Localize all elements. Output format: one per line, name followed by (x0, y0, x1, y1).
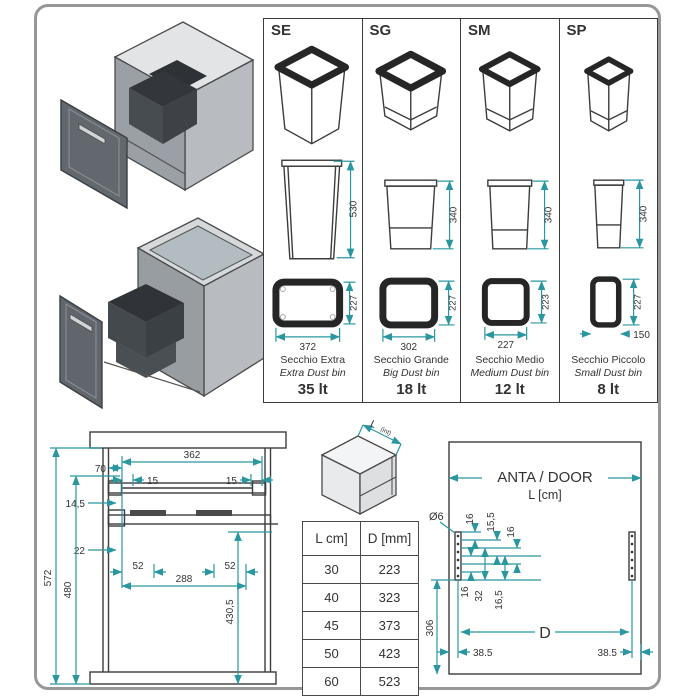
dim-front-height: 340 (543, 206, 555, 224)
bin-column-sm (460, 19, 559, 402)
door-title: ANTA / DOOR (497, 469, 593, 486)
table-row (303, 584, 419, 612)
dim-16-b: 16 (506, 526, 517, 538)
bin-column-sg (362, 19, 461, 402)
dim-15-left: 15 (147, 476, 159, 487)
dim-16-a: 16 (465, 513, 476, 525)
dim-52-right: 52 (224, 561, 236, 572)
worktop-hatched (90, 432, 286, 448)
table-row (303, 640, 419, 668)
size-table-header-d: D [mm] (361, 522, 419, 556)
cabinet-iso-top (45, 12, 260, 212)
bin-front-view (560, 152, 658, 270)
size-table-cell: 50 (303, 640, 361, 668)
dim-306: 306 (425, 619, 436, 637)
dim-front-height: 340 (638, 205, 650, 223)
base-hatched (90, 672, 276, 684)
size-table (302, 521, 419, 696)
size-table-cell: 423 (361, 640, 419, 668)
bin-front-view (264, 152, 362, 270)
bin-name-en: Medium Dust bin (470, 367, 550, 380)
size-table-cell: 45 (303, 612, 361, 640)
dim-top-depth: 227 (447, 295, 459, 311)
dim-l-int-label: (int) (379, 426, 393, 438)
dim-52-left: 52 (132, 561, 144, 572)
dim-480: 480 (63, 581, 74, 599)
bin-code-label: SM (468, 22, 491, 39)
bin-capacity: 35 lt (297, 381, 328, 399)
bin-top-view (461, 270, 559, 354)
bin-name-it: Secchio Medio (475, 354, 545, 366)
door-subtitle: L [cm] (528, 488, 562, 502)
dim-d: D (539, 625, 551, 642)
bin-capacity: 8 lt (597, 381, 620, 399)
dim-top-depth: 227 (348, 295, 360, 311)
drill-strip-left (455, 532, 461, 580)
bin-name-en: Extra Dust bin (279, 367, 346, 380)
bin-code-label: SG (369, 22, 392, 39)
dim-14-5: 14,5 (65, 499, 85, 510)
bin-column-se (264, 19, 362, 402)
drill-strip-right (629, 532, 635, 580)
size-table-cell: 523 (361, 668, 419, 696)
bin-top-view (264, 270, 362, 354)
bins-panel (263, 18, 658, 403)
bin-iso-drawing (461, 40, 559, 152)
bin-top-view (363, 270, 461, 354)
dim-hole-diameter: Ø6 (429, 511, 444, 523)
size-table-cell: 373 (361, 612, 419, 640)
size-table-cell: 223 (361, 556, 419, 584)
bin-name-en: Big Dust bin (382, 367, 440, 380)
bin-front-view (461, 152, 559, 270)
dim-572: 572 (43, 569, 54, 587)
dim-front-height: 340 (448, 206, 460, 224)
cabinet-iso-bottom (50, 210, 270, 420)
table-row (303, 612, 419, 640)
bin-name-it: Secchio Piccolo (571, 354, 646, 366)
size-table-cell: 40 (303, 584, 361, 612)
dim-16-5: 16,5 (494, 590, 505, 610)
size-table-cell: 60 (303, 668, 361, 696)
dim-15-right: 15 (225, 476, 237, 487)
bin-iso-drawing (363, 40, 461, 152)
bin-name-en: Small Dust bin (574, 367, 643, 380)
bin-top-view (560, 270, 658, 354)
dim-l-label: L (368, 418, 379, 431)
size-table-header-l: L cm] (303, 522, 361, 556)
dim-362: 362 (183, 450, 201, 461)
table-row (303, 556, 419, 584)
bin-name-it: Secchio Extra (280, 354, 346, 366)
bin-capacity: 18 lt (396, 381, 427, 399)
dim-430-5: 430,5 (225, 599, 236, 625)
dim-32: 32 (474, 590, 485, 602)
dim-top-depth: 223 (540, 294, 552, 310)
dim-22: 22 (73, 546, 85, 557)
dim-front-height: 530 (348, 200, 360, 218)
bin-front-view (363, 152, 461, 270)
dim-top-width: 372 (299, 341, 317, 353)
bin-code-label: SE (271, 22, 292, 39)
dim-top-width: 302 (399, 341, 417, 353)
dim-38-5-right: 38.5 (597, 648, 617, 659)
size-table-cell: 30 (303, 556, 361, 584)
dim-15-5: 15,5 (486, 512, 497, 532)
bin-code-label: SP (566, 22, 587, 39)
table-row (303, 668, 419, 696)
dim-top-width: 227 (497, 339, 515, 351)
bin-iso-drawing (264, 40, 362, 152)
dim-38-5-left: 38.5 (473, 648, 493, 659)
dim-288: 288 (175, 574, 193, 585)
bin-name-it: Secchio Grande (373, 354, 449, 366)
dim-top-depth: 227 (632, 294, 644, 310)
door-drilling-drawing (425, 432, 660, 690)
dim-top-width: 150 (632, 329, 650, 341)
carcass-box-drawing (306, 417, 420, 519)
bin-column-sp (559, 19, 658, 402)
bin-iso-drawing (560, 40, 658, 152)
bin-capacity: 12 lt (494, 381, 525, 399)
size-table-cell: 323 (361, 584, 419, 612)
dim-16-c: 16 (460, 586, 471, 598)
dim-70: 70 (94, 464, 106, 475)
cabinet-section-drawing (40, 428, 305, 694)
